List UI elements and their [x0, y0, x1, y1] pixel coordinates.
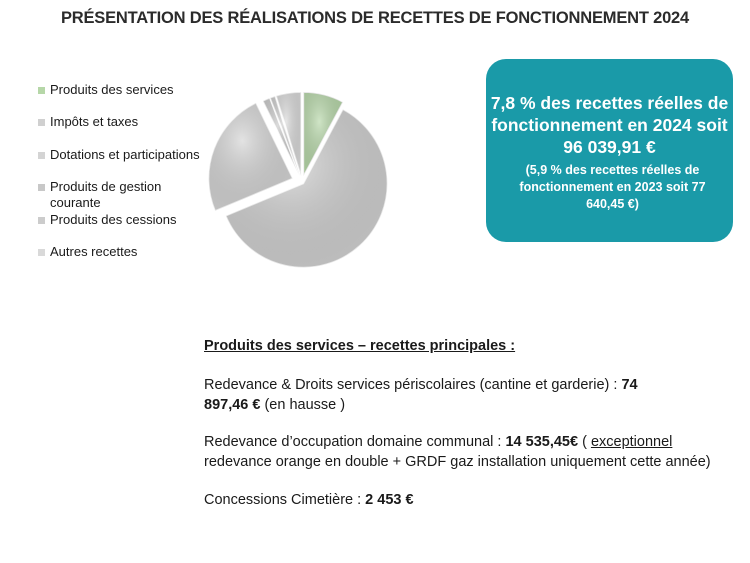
detail-domaine — [204, 432, 734, 472]
detail-label: Redevance & Droits services périscolaires (cantine et garderie) : — [204, 377, 622, 393]
legend-swatch — [38, 119, 45, 126]
legend-item — [38, 147, 200, 163]
callout-box — [486, 59, 733, 242]
legend-label: Impôts et taxes — [50, 114, 139, 129]
legend-swatch — [38, 184, 45, 191]
detail-cimetiere — [204, 490, 414, 510]
legend-swatch — [38, 217, 45, 224]
pie-chart — [200, 82, 405, 272]
legend-item — [38, 179, 178, 211]
detail-note: (en hausse ) — [260, 397, 346, 413]
detail-periscolaire — [204, 375, 664, 415]
detail-label: Redevance d’occupation domaine communal : — [204, 434, 506, 450]
legend-swatch — [38, 152, 45, 159]
detail-rest: redevance orange en double + GRDF gaz installation uniquement cette année) — [204, 454, 711, 470]
detail-label: Concessions Cimetière : — [204, 492, 366, 508]
legend-label: Produits des cessions — [50, 212, 177, 227]
page-title: PRÉSENTATION DES RÉALISATIONS DE RECETTES DE FONCTIONNEMENT 2024 — [60, 9, 690, 27]
callout-main-text: 7,8 % des recettes réelles de fonctionnement en 2024 soit 96 039,91 € — [490, 93, 729, 157]
legend-label: Produits des services — [50, 82, 174, 97]
legend-item — [38, 82, 174, 98]
legend-item — [38, 114, 138, 130]
legend-swatch — [38, 87, 45, 94]
detail-underlined: exceptionnel — [590, 434, 673, 450]
detail-paren: ( — [578, 434, 591, 450]
details-heading: Produits des services – recettes principales : — [204, 338, 516, 354]
detail-amount: 74 897,46 € — [204, 377, 638, 413]
legend-item — [38, 212, 176, 228]
detail-amount: 14 535,45€ — [505, 434, 579, 450]
legend-label: Autres recettes — [50, 244, 138, 259]
legend-label: Dotations et participations — [50, 147, 200, 162]
detail-amount: 2 453 € — [365, 492, 414, 508]
legend-item — [38, 244, 137, 260]
legend-swatch — [38, 249, 45, 256]
callout-sub-text: (5,9 % des recettes réelles de fonctionnement en 2023 soit 77 640,45 €) — [519, 163, 706, 211]
legend-label: Produits de gestion courante — [50, 179, 162, 210]
